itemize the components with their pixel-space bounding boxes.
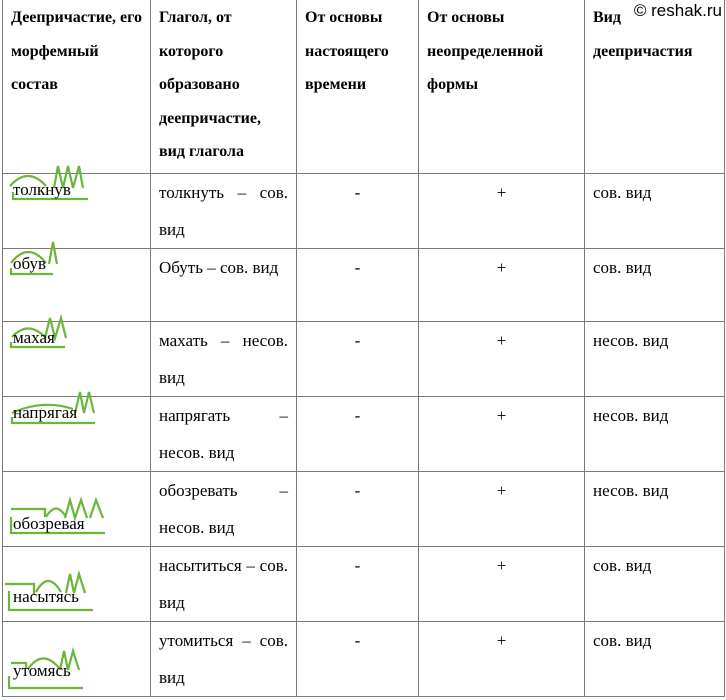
- header-cell: От основы настоящего времени: [297, 0, 419, 174]
- infinitive-cell: +: [419, 547, 585, 622]
- verb-cell: махать – несов. вид: [151, 322, 297, 397]
- gerund-word: обозревая: [13, 514, 85, 533]
- gerund-word: насытясь: [13, 587, 79, 606]
- present-cell: -: [297, 547, 419, 622]
- infinitive-cell: +: [419, 322, 585, 397]
- aspect-cell: сов. вид: [585, 547, 725, 622]
- morpheme-marks-icon: [3, 610, 151, 700]
- header-cell: Вид деепричастия: [585, 0, 725, 174]
- present-cell: -: [297, 174, 419, 249]
- gerund-word: обув: [13, 254, 47, 273]
- present-cell: -: [297, 249, 419, 322]
- header-cell: Глагол, от которого образовано деепричастие, вид глагола: [151, 0, 297, 174]
- verb-cell: обозревать – несов. вид: [151, 472, 297, 547]
- infinitive-cell: +: [419, 397, 585, 472]
- verb-cell: насытиться – сов. вид: [151, 547, 297, 622]
- aspect-cell: сов. вид: [585, 622, 725, 697]
- gerund-word: толкнув: [13, 180, 71, 199]
- gerund-table: [2, 0, 725, 697]
- verb-cell: утомиться – сов. вид: [151, 622, 297, 697]
- infinitive-cell: +: [419, 622, 585, 697]
- verb-cell: Обуть – сов. вид: [151, 249, 297, 322]
- infinitive-cell: +: [419, 174, 585, 249]
- aspect-cell: несов. вид: [585, 472, 725, 547]
- aspect-cell: несов. вид: [585, 322, 725, 397]
- aspect-cell: несов. вид: [585, 397, 725, 472]
- gerund-word: напрягая: [13, 403, 78, 422]
- header-cell: Деепричастие, его морфемный состав: [3, 0, 151, 174]
- aspect-cell: сов. вид: [585, 174, 725, 249]
- present-cell: -: [297, 472, 419, 547]
- verb-cell: напрягать – несов. вид: [151, 397, 297, 472]
- gerund-word: махая: [13, 328, 55, 347]
- word-cell: [3, 622, 151, 697]
- present-cell: -: [297, 322, 419, 397]
- aspect-cell: сов. вид: [585, 249, 725, 322]
- table-row: [3, 622, 725, 697]
- header-row: [3, 0, 725, 174]
- header-cell: От основы неопределенной формы: [419, 0, 585, 174]
- verb-cell: толкнуть – сов. вид: [151, 174, 297, 249]
- present-cell: -: [297, 622, 419, 697]
- present-cell: -: [297, 397, 419, 472]
- infinitive-cell: +: [419, 472, 585, 547]
- gerund-word: утомясь: [13, 661, 71, 680]
- watermark: © reshak.ru: [633, 1, 722, 20]
- infinitive-cell: +: [419, 249, 585, 322]
